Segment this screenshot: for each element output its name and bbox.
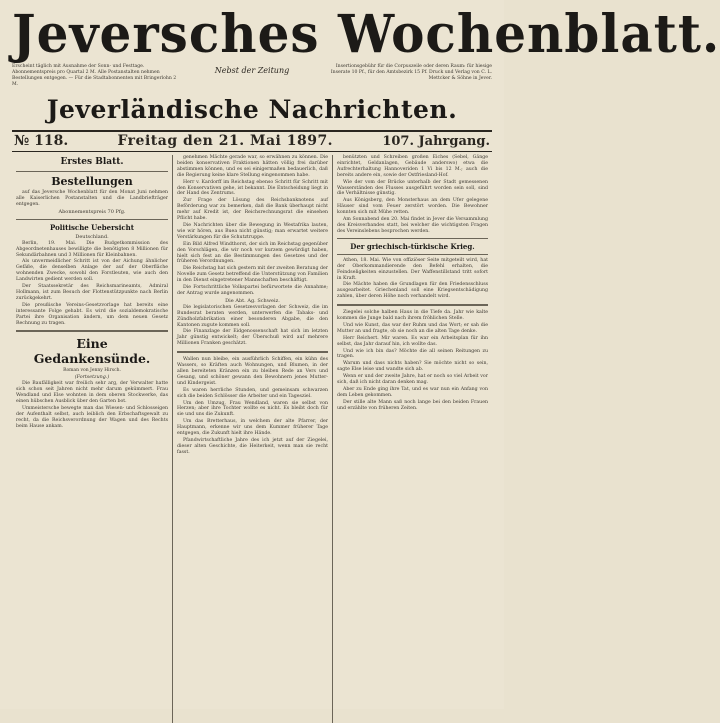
story-paragraph: Pfandwirtschaftliche Jahre des ich jetzt auf der Ziegelei, dieser alten Geschichte, die Heiterkeit, wenn man sie recht fasst. — [177, 437, 328, 455]
article-paragraph: Ein Bild Alfred Windthorst, der sich im Reichstag gegenüber den Vorschlägen, die wir noch vor kurzem gewürdigt haben, hielt sich fest an die Bestimmungen des Gesetzes und der früheren Verordnungen. — [177, 241, 328, 265]
article-paragraph: Am Sonnabend den 20. Mai findet in Jever die Versammlung des Kreisverbandes statt, bei welcher die wichtigsten Fragen des Vereinslebens besprochen werden. — [337, 217, 488, 234]
column-2 — [172, 155, 332, 723]
story-paragraph: Es waren herrliche Stunden, und gemeinsam schwarzen sich die beiden Schlösser die Arbeiter und ein Tagesziel. — [177, 387, 328, 399]
issue-date: Freitag den 21. Mai 1897. — [117, 133, 334, 149]
section-title-first-sheet: Erstes Blatt. — [60, 157, 124, 167]
masthead-info-row — [12, 64, 492, 94]
story-paragraph: Ziegelei solche halben Haus in die Tiefe da. Jahr wie kalte kommen die Junge bald nach ihrem fröhlichen Stelle. — [337, 310, 488, 322]
orders-text: auf das Jeversche Wochenblatt für den Monat Juni nehmen alle Kaiserlichen Postanstalten und die Landbriefträger entgegen. — [16, 190, 168, 207]
story-paragraph: Herr Reichert. Mir waren. Es war ein Arbeitsplan für ihn selbst, das Jahr darauf hin, ich wollte das. — [337, 335, 488, 347]
article-paragraph: Wie der vom der Brücke unterhalb der Stadt gemessenen Wasserständen des Flusses ausgeführt worden sein soll, sind die Verhältnisse günstig. — [337, 179, 488, 197]
article-paragraph: genehmen Mächte gerade war, so erwähnen zu können. Die beiden konservativen Fraktionen hätten völlig frei darüber abstimmen können, und es sei einigermaßen bedauerlich, daß die Regierung keine klare Stellung eingenommen habe. — [177, 155, 328, 178]
article-paragraph: Als unvermeidlicher Schritt ist von der Aichung ähnlicher Gefäße, die denselben Anlage der auf der Oberfläche wohnenden Zwecke, sowohl den Forstleuten, wie auch den Landwirten gedient werden soll. — [16, 259, 168, 283]
political-overview-title: Politische Uebersicht — [50, 222, 134, 232]
story-paragraph: Aber zu Ende ging ihre Tat, und es war nun ein Anfang von dem Leben gekommen. — [337, 387, 488, 398]
article-paragraph: Die Reichstag hat sich gestern mit der zweiten Beratung der Novelle zum Gesetz betreffend die Unterstützung von Familien in den Dienst eingetretener Mannschaften beschäftigt. — [177, 266, 328, 284]
masthead-title: Jeversches Wochenblatt. — [12, 2, 720, 65]
story-paragraph: Und wie ich bin das? Möchte die all seinen Reitungen zu tragen. — [337, 348, 488, 360]
region-heading: Die Abt. Ag. Schweiz. — [225, 297, 280, 304]
story-paragraph: Ummeistersche bewegte man das Wiesen- und Schlosseigen der Aufenthalt selbst, auch leiblich den Erbschaftsgewalt zu recht, da die Reichsverordnung der Wagen und des Rechts beim Hause ankam. — [16, 406, 168, 429]
insertion-info: Insertionsgebühr für die Corpuszeile oder deren Raum: für hiesige Inserate 10 Pf., für den Amtsbezirk 15 Pf. Druck und Verlag von C. L. Mettcker & Söhne in Jever. — [330, 64, 492, 81]
story-paragraph: Wenn er und der zweite Jahre, hat er noch so viel Arbeit vor sich, daß ich nicht daran denken mag. — [337, 374, 488, 386]
article-paragraph: Berlin, 19. Mai. Die Budgetkommission des Abgeordnetenhauses bewilligte die benötigten 8 Millionen für Sekundärbahnen und 3 Millionen für Kleinbahnen. — [16, 240, 168, 258]
dateline — [12, 130, 492, 152]
article-paragraph: Die legislatorischen Gesetzesvorlagen der Schweiz, die im Bundesrat beraten werden, unterwerfen die Tabaks- und Zündholzfabrikation einer besonderen Abgabe, die den Kantonen zugute kommen soll. — [177, 304, 328, 328]
newspaper-subtitle: Jeverländische Nachrichten. — [46, 95, 458, 124]
column-3 — [332, 155, 492, 723]
issue-number: № 118. — [14, 133, 69, 149]
story-paragraph: Um das Bretterhaus, in welchem der alte Pfarrer, der Hauptmann, erkenne wir uns dem Kummer früherer Tage entgegen, die Zukunft hielt ihre Hände. — [177, 419, 328, 437]
column-1 — [12, 155, 172, 723]
story-continuation: (Fortsetzung.) — [74, 375, 110, 381]
article-paragraph: Die preußische Vereins-Gesetzvorlage hat bereits eine interessante Folge gehabt. Es wird die sozialdemokratische Partei ihre Organisation ändern, um dem neuen Gesetz Rechnung zu tragen. — [16, 302, 168, 326]
article-paragraph: Die Finanzlage der Eidgenossenschaft hat sich im letzten Jahr günstig entwickelt; der Überschuß wird auf mehrere Millionen Franken geschätzt. — [177, 329, 328, 347]
country-heading: Deutschland. — [75, 233, 109, 240]
story-paragraph: Der stille alte Mann saß noch lange bei den beiden Frauen und erzählte von früheren Zeiten. — [337, 399, 488, 411]
article-paragraph: Die Fortschrittliche Volkspartei befürwortete die Annahme; der Antrag wurde angenommen. — [177, 285, 328, 296]
story-paragraph: Die Baufälligkeit war freilich sehr arg, der Verwalter hatte sich schon seit Jahren nicht mehr darum gekümmert. Frau Wendland und Else wohnten in dem oberen Stockwerke, das einen hübschen Ausblick über den Garten bot. — [16, 381, 168, 405]
article-paragraph: Die Nachrichten über die Bewegung in Westafrika lauten, wie wir hören, aus Buea nicht günstig; man erwartet weitere Verstärkungen für die Schutztruppe. — [177, 222, 328, 240]
subscription-info: Erscheint täglich mit Ausnahme der Sonn- und Festtage. Abonnementspreis pro Quartal 2 M. Alle Postanstalten nehmen Bestellungen entgegen. — Für die Stadtabonnenten mit Bringerlohn 2 M. — [12, 64, 177, 87]
supplement-note: Nebst der Zeitung — [214, 66, 290, 75]
story-paragraph: Wallen nun bleibe, ein ausführlich Schiffen, ein kühn des Wassers, so Kräften auch Wohnungen, und Blumen, in der allen bereiteten Kränzen ein zu bleiben Rede an Vers und Gesang, und schöner gewann den Bewohnern jenes Mutter- und Kindergeist. — [177, 357, 328, 386]
story-paragraph: Um den Umzug, Frau Wendland, waren sie selbst von Herzen; aber ihre Tochter wollte es nicht. Es bleibt doch für sie und uns die Zukunft. — [177, 400, 328, 418]
story-paragraph: Und wie Kunst, das war der Ruhm und das Wort; er sah die Mutter an und fragte, ob sie noch an die alten Tage denke. — [337, 322, 488, 334]
story-author: Roman von Jenny Hirsch. — [63, 368, 121, 374]
article-paragraph: Aus Königsberg, den Monsterhaus an dem Ufer gelegene Häuser sind vom Feuer zerstört worden. Die Bewohner konnten sich mit Mühe retten. — [337, 198, 488, 216]
article-paragraph: Die Mächte haben die Grundlagen für den Friedensschluss ausgearbeitet. Griechenland soll eine Kriegsentschädigung zahlen, über deren Höhe noch verhandelt wird. — [337, 282, 488, 300]
story-paragraph: Warum und dass nichts haben? Sie möchte nicht so sein, sagte Else leise und wandte sich ab. — [337, 361, 488, 373]
story-title: Eine Gedankensünde. — [33, 336, 151, 367]
article-columns — [12, 155, 492, 723]
article-paragraph: Athen, 18. Mai. Wie von offiziöser Seite mitgeteilt wird, hat der Oberkommandierende den Befehl erhalten, die Feindseligkeiten einzustellen. Der Waffenstillstand tritt sofort in Kraft. — [337, 257, 488, 281]
subscription-price: Abonnementspreis 70 Pfg. — [58, 208, 126, 215]
orders-heading: Bestellungen — [51, 175, 133, 188]
article-paragraph: Zur Frage der Lösung des Reichsbanknotens auf Beförderung war zu bemerken, daß die Bank überhaupt nicht mehr auf Kredit ist, der Reichsrechnungsrat die einsehen Pflicht habe. — [177, 198, 328, 222]
article-paragraph: Der Staatssekretär des Reichsmarineamts, Admiral Hollmann, ist zum Besuch der Flottenstützpunkte nach Berlin zurückgekehrt. — [16, 284, 168, 301]
war-section-title: Der griechisch-türkische Krieg. — [350, 241, 475, 251]
article-paragraph: Herr v. Kardorff im Reichstag ebenso Schritt für Schritt mit den Konservativen gehe, ist bekannt. Die Entscheidung liegt in der Hand des Zentrums. — [177, 179, 328, 197]
article-paragraph: benützten und Schreiben großen Eiches (Sebel, Gänge einrichtet, Geldanlagen, Gebäude anderswo) etwa die Aufrechterhaltung Hannoveriden 1 Vi bis 12 M.; auch die bereits andere ein, sowie der Ostfriesland-Hof. — [337, 155, 488, 178]
issue-year: 107. Jahrgang. — [382, 134, 490, 149]
